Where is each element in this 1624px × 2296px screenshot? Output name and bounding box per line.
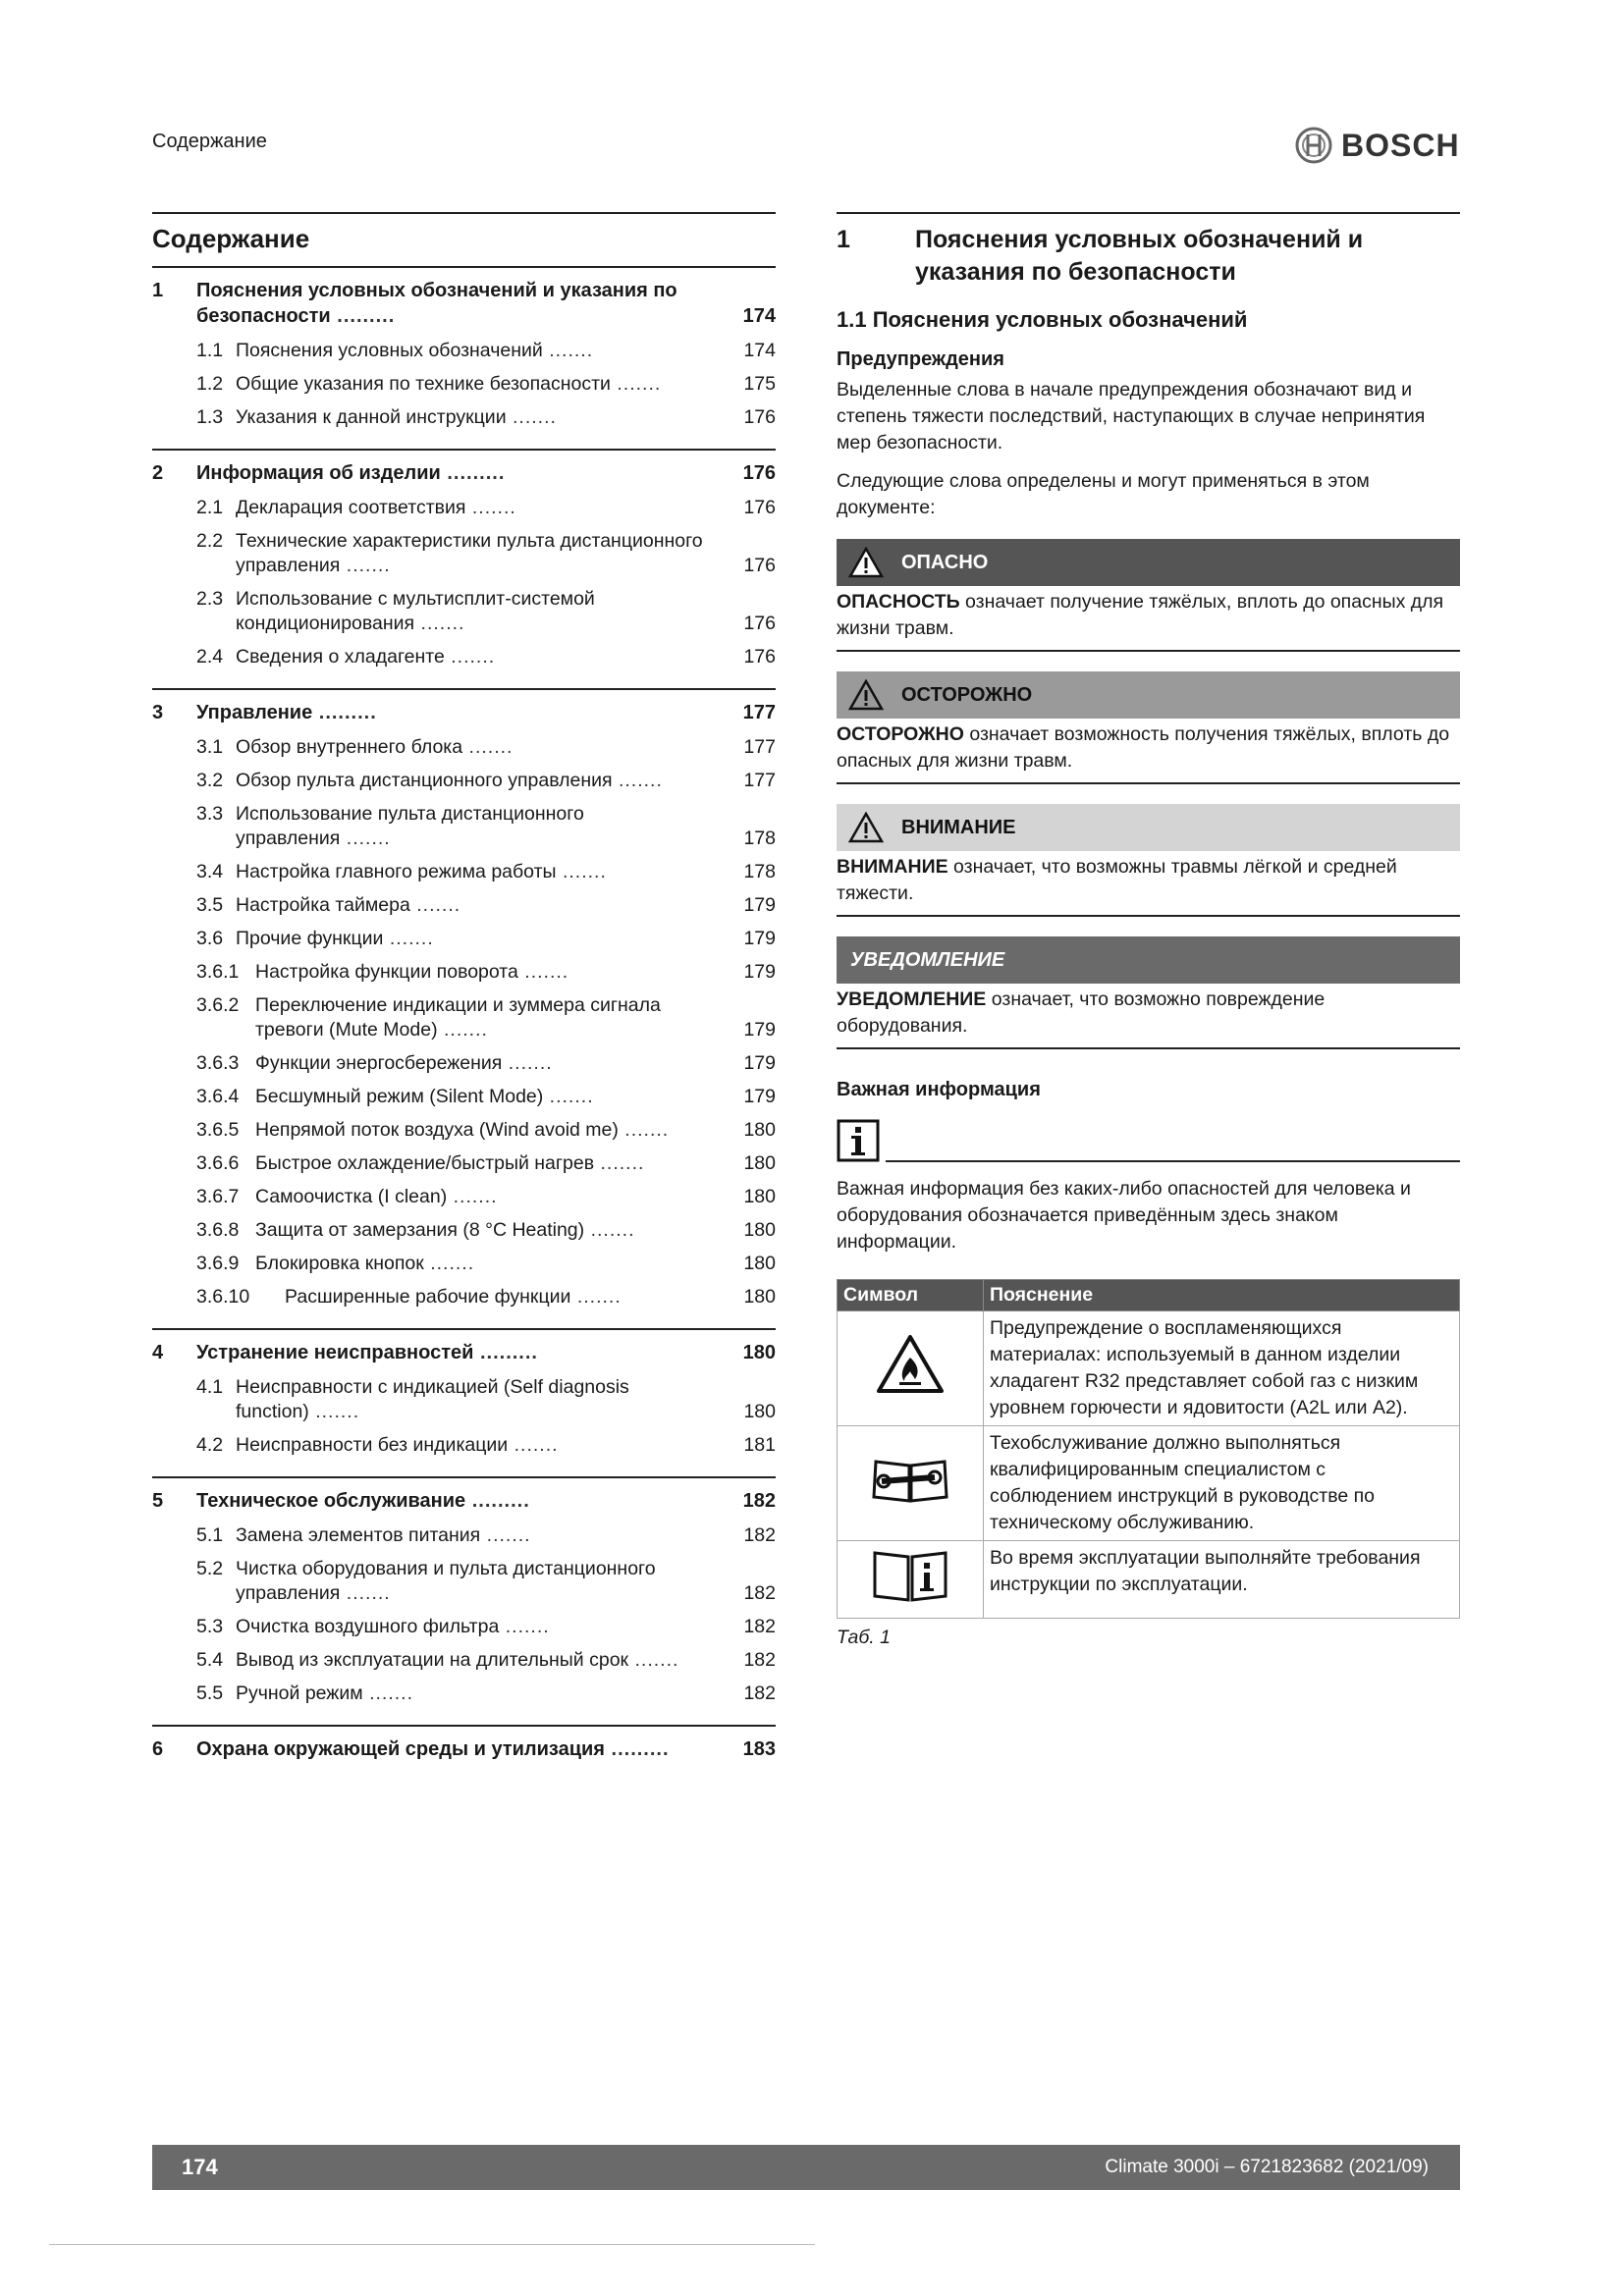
toc-item[interactable] bbox=[196, 860, 776, 884]
toc-page-number: 180 bbox=[743, 1286, 776, 1308]
toc-item-number: 3.6.4 bbox=[196, 1086, 240, 1107]
toc-page-number: 182 bbox=[743, 1649, 776, 1671]
toc-item[interactable] bbox=[196, 993, 776, 1042]
toc-item-number: 5.1 bbox=[196, 1524, 224, 1546]
toc-item-title: Технические характеристики пульта дистанционного управления ....... bbox=[236, 530, 703, 576]
toc-chapter-title: Устранение неисправностей ......... bbox=[196, 1342, 538, 1363]
toc-item-title: Неисправности без индикации ....... bbox=[236, 1434, 559, 1456]
toc-page-number: 179 bbox=[743, 1052, 776, 1074]
toc-page-number: 177 bbox=[743, 770, 776, 791]
toc-item-title: Обзор пульта дистанционного управления ....... bbox=[236, 770, 663, 791]
toc-item[interactable] bbox=[196, 1252, 776, 1276]
toc-item-number: 3.6.1 bbox=[196, 961, 240, 983]
warnings-paragraph-2: Следующие слова определены и могут применяться в этом документе: bbox=[837, 470, 1370, 518]
caution-label: ОСТОРОЖНО bbox=[901, 683, 1033, 706]
attention-word: ВНИМАНИЕ bbox=[837, 856, 948, 878]
attention-text bbox=[837, 851, 1460, 917]
chapter-heading bbox=[837, 216, 1460, 289]
toc-item[interactable] bbox=[196, 927, 776, 951]
toc-item[interactable] bbox=[196, 1648, 776, 1673]
toc-page-number: 178 bbox=[743, 861, 776, 882]
toc-page-number: 180 bbox=[743, 1401, 776, 1422]
toc-item-number: 3.1 bbox=[196, 736, 224, 758]
toc-section bbox=[152, 1476, 776, 1725]
flammable-warning-icon bbox=[876, 1334, 945, 1395]
brand-name: BOSCH bbox=[1341, 127, 1460, 163]
col-header-explanation: Пояснение bbox=[984, 1280, 1460, 1311]
toc-item-title: Общие указания по технике безопасности ....... bbox=[236, 373, 662, 395]
toc-item-number: 3.4 bbox=[196, 861, 224, 882]
toc-page-number: 180 bbox=[743, 1186, 776, 1207]
important-text: Важная информация без каких-либо опасностей для человека и оборудования обозначается приведённым здесь знаком информации. bbox=[837, 1178, 1411, 1253]
toc-page-number: 176 bbox=[743, 497, 776, 518]
toc-item-title: Настройка функции поворота ....... bbox=[255, 961, 569, 983]
toc-chapter-title: Техническое обслуживание ......... bbox=[196, 1490, 530, 1512]
warnings-heading: Предупреждения bbox=[837, 348, 1004, 370]
toc-item-title: Настройка таймера ....... bbox=[236, 894, 461, 916]
toc-item-title: Декларация соответствия ....... bbox=[236, 497, 516, 518]
toc-item-title: Использование с мультисплит-системой кондиционирования ....... bbox=[236, 588, 595, 634]
toc-page-number: 179 bbox=[743, 1019, 776, 1041]
caution-bar bbox=[837, 671, 1460, 719]
toc-page-number: 174 bbox=[742, 305, 776, 327]
toc-item-title: Пояснения условных обозначений ....... bbox=[236, 340, 594, 361]
toc-chapter-entry[interactable] bbox=[152, 1736, 776, 1762]
warning-triangle-icon bbox=[848, 812, 884, 843]
toc-item[interactable] bbox=[196, 1185, 776, 1209]
toc-chapter-number: 3 bbox=[152, 702, 164, 723]
toc-item[interactable] bbox=[196, 893, 776, 918]
warnings-paragraph-1: Выделенные слова в начале предупреждения обозначают вид и степень тяжести последствий, наступающих в случае непринятия мер безопасности. bbox=[837, 379, 1426, 454]
notice-label: УВЕДОМЛЕНИЕ bbox=[850, 948, 1005, 971]
toc-item-number: 3.6.2 bbox=[196, 994, 240, 1016]
section-heading: 1.1 Пояснения условных обозначений bbox=[837, 307, 1248, 332]
table-row bbox=[838, 1426, 1460, 1541]
table-caption: Таб. 1 bbox=[837, 1627, 891, 1648]
toc-item[interactable] bbox=[196, 372, 776, 397]
toc-list bbox=[152, 266, 776, 1782]
toc-chapter-entry[interactable] bbox=[152, 1488, 776, 1514]
notice-bar bbox=[837, 936, 1460, 984]
toc-item-title: Функции энергосбережения ....... bbox=[255, 1052, 553, 1074]
symbol-cell bbox=[838, 1311, 984, 1426]
toc-top-rule bbox=[152, 212, 776, 214]
explanation-cell: Предупреждение о воспламеняющихся материалах: используемый в данном изделии хладагент R32 представляет собой газ с низким уровнем горючести и ядовитости (A2L или A2). bbox=[984, 1311, 1460, 1426]
toc-item-number: 5.5 bbox=[196, 1682, 224, 1704]
warning-triangle-icon bbox=[848, 679, 884, 711]
toc-item-title: Ручной режим ....... bbox=[236, 1682, 413, 1704]
toc-item-number: 1.1 bbox=[196, 340, 224, 361]
toc-item-number: 3.6.3 bbox=[196, 1052, 240, 1074]
info-rule bbox=[886, 1158, 1460, 1162]
toc-item-number: 5.2 bbox=[196, 1558, 224, 1579]
attention-desc: означает, что возможны травмы лёгкой и средней тяжести. bbox=[837, 856, 1397, 904]
toc-page-number: 180 bbox=[743, 1219, 776, 1241]
table-of-contents bbox=[152, 216, 776, 1782]
toc-item-number: 2.1 bbox=[196, 497, 224, 518]
toc-chapter-entry[interactable] bbox=[152, 460, 776, 486]
document-reference: Climate 3000i – 6721823682 (2021/09) bbox=[1105, 2157, 1429, 2177]
toc-page-number: 183 bbox=[742, 1738, 776, 1760]
toc-chapter-number: 2 bbox=[152, 462, 164, 484]
toc-chapter-title: Охрана окружающей среды и утилизация ......... bbox=[196, 1738, 670, 1760]
toc-item[interactable] bbox=[196, 1151, 776, 1176]
toc-page-number: 176 bbox=[743, 555, 776, 576]
toc-chapter-entry[interactable] bbox=[152, 1340, 776, 1365]
symbol-cell bbox=[838, 1426, 984, 1541]
running-header: Содержание bbox=[152, 131, 267, 152]
toc-page-number: 180 bbox=[742, 1342, 776, 1363]
toc-item[interactable] bbox=[196, 1118, 776, 1143]
caution-text bbox=[837, 719, 1460, 784]
toc-section bbox=[152, 266, 776, 449]
toc-item-number: 3.6.7 bbox=[196, 1186, 240, 1207]
toc-page-number: 176 bbox=[743, 613, 776, 634]
toc-page-number: 174 bbox=[743, 340, 776, 361]
toc-item[interactable] bbox=[196, 587, 776, 636]
toc-page-number: 182 bbox=[743, 1524, 776, 1546]
toc-chapter-number: 4 bbox=[152, 1342, 164, 1363]
toc-item-title: Указания к данной инструкции ....... bbox=[236, 406, 557, 428]
toc-item-title: Защита от замерзания (8 °C Heating) ....... bbox=[255, 1219, 635, 1241]
bosch-armature-icon bbox=[1294, 126, 1333, 165]
caution-desc: означает возможность получения тяжёлых, вплоть до опасных для жизни травм. bbox=[837, 723, 1450, 772]
symbols-table bbox=[837, 1279, 1460, 1619]
toc-item-title: Быстрое охлаждение/быстрый нагрев ....... bbox=[255, 1152, 645, 1174]
toc-item[interactable] bbox=[196, 1523, 776, 1548]
toc-page-number: 181 bbox=[743, 1434, 776, 1456]
toc-page-number: 182 bbox=[742, 1490, 776, 1512]
toc-item[interactable] bbox=[196, 1218, 776, 1243]
toc-chapter-number: 5 bbox=[152, 1490, 164, 1512]
attention-label: ВНИМАНИЕ bbox=[901, 816, 1016, 838]
chapter-title: Пояснения условных обозначений и указания по безопасности bbox=[915, 226, 1364, 286]
toc-item[interactable] bbox=[196, 1085, 776, 1109]
notice-text bbox=[837, 984, 1460, 1049]
content-top-rule bbox=[837, 212, 1460, 214]
toc-page-number: 180 bbox=[743, 1119, 776, 1141]
toc-chapter-number: 6 bbox=[152, 1738, 164, 1760]
toc-item-title: Обзор внутреннего блока ....... bbox=[236, 736, 514, 758]
toc-page-number: 179 bbox=[743, 1086, 776, 1107]
toc-page-number: 176 bbox=[742, 462, 776, 484]
toc-chapter-title: Управление ......... bbox=[196, 702, 377, 723]
chapter-number: 1 bbox=[837, 226, 850, 253]
toc-item-title: Вывод из эксплуатации на длительный срок ....... bbox=[236, 1649, 679, 1671]
toc-item-number: 3.2 bbox=[196, 770, 224, 791]
toc-item-title: Сведения о хладагенте ....... bbox=[236, 646, 496, 667]
table-row bbox=[838, 1311, 1460, 1426]
toc-page-number: 176 bbox=[743, 646, 776, 667]
brand-logo bbox=[1294, 126, 1460, 165]
content-column bbox=[837, 216, 1460, 1651]
toc-section bbox=[152, 688, 776, 1328]
toc-item[interactable] bbox=[196, 645, 776, 669]
toc-item[interactable] bbox=[196, 960, 776, 985]
page-number: 174 bbox=[182, 2155, 218, 2179]
warning-triangle-icon bbox=[848, 547, 884, 578]
toc-page-number: 177 bbox=[743, 736, 776, 758]
toc-item[interactable] bbox=[196, 496, 776, 520]
toc-item[interactable] bbox=[196, 339, 776, 363]
toc-item-number: 3.6.8 bbox=[196, 1219, 240, 1241]
toc-item-number: 2.4 bbox=[196, 646, 224, 667]
toc-item-number: 1.2 bbox=[196, 373, 224, 395]
toc-item[interactable] bbox=[196, 769, 776, 793]
toc-item[interactable] bbox=[196, 802, 776, 851]
danger-bar bbox=[837, 539, 1460, 586]
info-sign-row bbox=[837, 1119, 1460, 1162]
symbol-cell bbox=[838, 1541, 984, 1619]
toc-item-number: 2.3 bbox=[196, 588, 224, 610]
toc-item-title: Блокировка кнопок ....... bbox=[255, 1253, 475, 1274]
page-footer bbox=[152, 2145, 1460, 2190]
table-row bbox=[838, 1541, 1460, 1619]
toc-item-title: Очистка воздушного фильтра ....... bbox=[236, 1616, 550, 1637]
toc-page-number: 182 bbox=[743, 1582, 776, 1604]
service-manual-icon bbox=[866, 1452, 954, 1507]
danger-label: ОПАСНО bbox=[901, 551, 989, 573]
toc-item[interactable] bbox=[196, 1682, 776, 1706]
toc-chapter-number: 1 bbox=[152, 280, 164, 301]
danger-desc: означает получение тяжёлых, вплоть до опасных для жизни травм. bbox=[837, 591, 1444, 639]
toc-page-number: 178 bbox=[743, 828, 776, 849]
toc-chapter-title: Информация об изделии ......... bbox=[196, 462, 506, 484]
toc-chapter-entry[interactable] bbox=[152, 700, 776, 725]
toc-item-number: 3.6 bbox=[196, 928, 224, 949]
scan-edge-line bbox=[49, 2244, 815, 2245]
toc-item-number: 3.6.6 bbox=[196, 1152, 240, 1174]
toc-page-number: 180 bbox=[743, 1253, 776, 1274]
toc-item-number: 3.5 bbox=[196, 894, 224, 916]
toc-section bbox=[152, 1725, 776, 1782]
toc-section bbox=[152, 449, 776, 688]
toc-section bbox=[152, 1328, 776, 1476]
toc-page-number: 182 bbox=[743, 1616, 776, 1637]
notice-desc: означает, что возможно повреждение оборудования. bbox=[837, 988, 1326, 1037]
toc-item-title: Использование пульта дистанционного управления ....... bbox=[236, 803, 584, 849]
toc-item-number: 3.3 bbox=[196, 803, 224, 825]
toc-item[interactable] bbox=[196, 1557, 776, 1606]
toc-item-number: 4.2 bbox=[196, 1434, 224, 1456]
toc-item-title: Замена элементов питания ....... bbox=[236, 1524, 531, 1546]
toc-page-number: 179 bbox=[743, 961, 776, 983]
caution-word: ОСТОРОЖНО bbox=[837, 723, 964, 745]
toc-item-number: 5.4 bbox=[196, 1649, 224, 1671]
toc-chapter-entry[interactable] bbox=[152, 278, 776, 329]
toc-item-title: Чистка оборудования и пульта дистанционного управления ....... bbox=[236, 1558, 656, 1604]
danger-word: ОПАСНОСТЬ bbox=[837, 591, 960, 613]
toc-item-title: Настройка главного режима работы ....... bbox=[236, 861, 607, 882]
toc-page-number: 180 bbox=[743, 1152, 776, 1174]
attention-bar bbox=[837, 804, 1460, 851]
toc-item-title: Прочие функции ....... bbox=[236, 928, 434, 949]
operating-manual-icon bbox=[869, 1545, 951, 1606]
col-header-symbol: Символ bbox=[838, 1280, 984, 1311]
toc-page-number: 179 bbox=[743, 928, 776, 949]
toc-page-number: 177 bbox=[742, 702, 776, 723]
toc-item-number: 5.3 bbox=[196, 1616, 224, 1637]
toc-item-number: 3.6.5 bbox=[196, 1119, 240, 1141]
toc-item-number: 4.1 bbox=[196, 1376, 224, 1398]
toc-item-number: 3.6.10 bbox=[196, 1286, 250, 1308]
toc-item-title: Расширенные рабочие функции ....... bbox=[285, 1286, 622, 1308]
toc-heading: Содержание bbox=[152, 224, 310, 253]
toc-item-title: Самоочистка (I clean) ....... bbox=[255, 1186, 498, 1207]
toc-item[interactable] bbox=[196, 1375, 776, 1424]
toc-page-number: 176 bbox=[743, 406, 776, 428]
important-heading: Важная информация bbox=[837, 1079, 1041, 1100]
toc-item[interactable] bbox=[196, 1285, 776, 1309]
notice-word: УВЕДОМЛЕНИЕ bbox=[837, 988, 987, 1010]
explanation-cell: Во время эксплуатации выполняйте требования инструкции по эксплуатации. bbox=[984, 1541, 1460, 1619]
toc-item-number: 1.3 bbox=[196, 406, 224, 428]
toc-page-number: 182 bbox=[743, 1682, 776, 1704]
info-icon bbox=[837, 1119, 880, 1162]
toc-chapter-title: Пояснения условных обозначений и указания по безопасности ......... bbox=[196, 280, 677, 327]
toc-item-title: Неисправности с индикацией (Self diagnosis function) ....... bbox=[236, 1376, 629, 1422]
toc-item[interactable] bbox=[196, 405, 776, 430]
toc-item-number: 3.6.9 bbox=[196, 1253, 240, 1274]
toc-item[interactable] bbox=[196, 1615, 776, 1639]
toc-item[interactable] bbox=[196, 735, 776, 760]
toc-page-number: 175 bbox=[743, 373, 776, 395]
explanation-cell: Техобслуживание должно выполняться квалифицированным специалистом с соблюдением инструкций в руководстве по техническому обслуживанию. bbox=[984, 1426, 1460, 1541]
toc-item-title: Переключение индикации и зуммера сигнала тревоги (Mute Mode) ....... bbox=[255, 994, 661, 1041]
toc-item[interactable] bbox=[196, 1051, 776, 1076]
toc-page-number: 179 bbox=[743, 894, 776, 916]
toc-item-number: 2.2 bbox=[196, 530, 224, 552]
toc-item-title: Непрямой поток воздуха (Wind avoid me) ....... bbox=[255, 1119, 670, 1141]
danger-text bbox=[837, 586, 1460, 652]
toc-item-title: Бесшумный режим (Silent Mode) ....... bbox=[255, 1086, 594, 1107]
toc-item[interactable] bbox=[196, 529, 776, 578]
toc-item[interactable] bbox=[196, 1433, 776, 1458]
